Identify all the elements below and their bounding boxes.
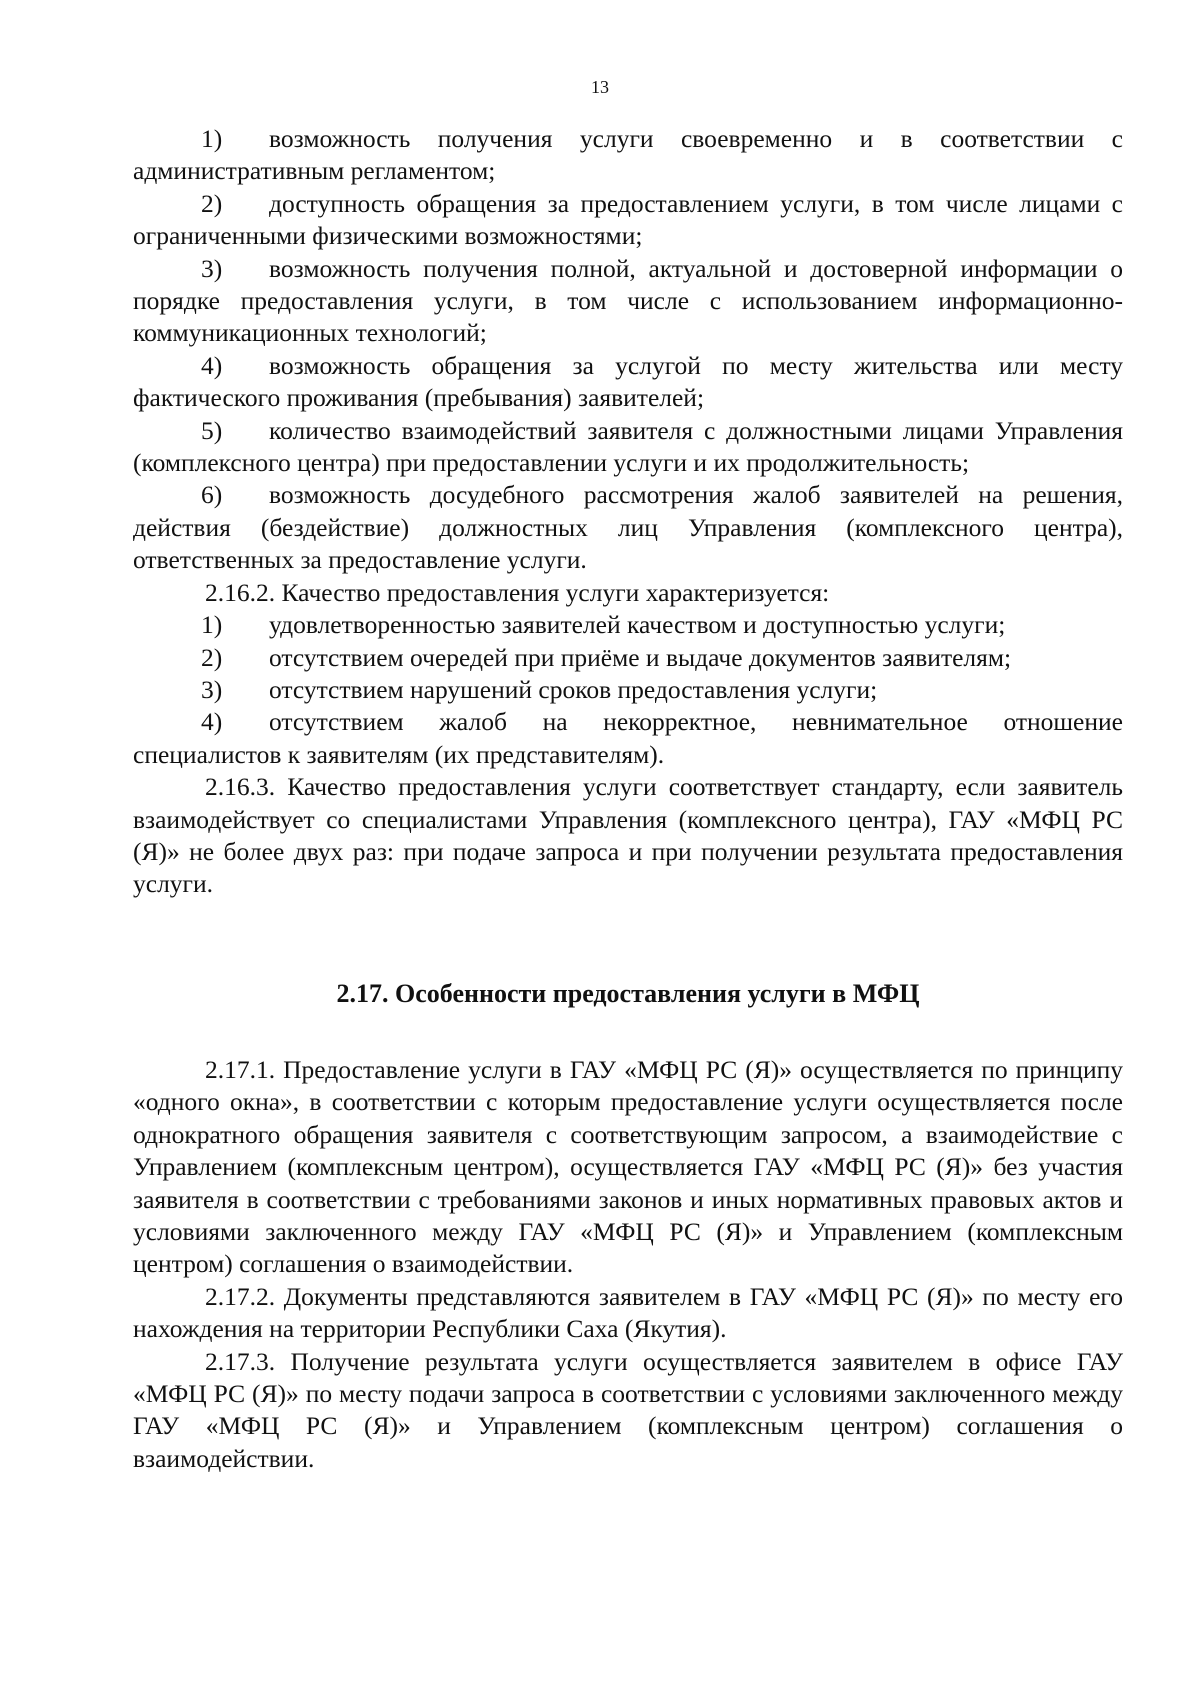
- paragraph-2-17-2: 2.17.2. Документы представляются заявителем в ГАУ «МФЦ РС (Я)» по месту его нахождения на территории Республики Саха (Якутия).: [133, 1281, 1123, 1344]
- paragraph-2-17-3: 2.17.3. Получение результата услуги осуществляется заявителем в офисе ГАУ «МФЦ РС (Я)» по месту подачи запроса в соответствии с условиями заключенного между ГАУ «МФЦ РС (Я)» и Управлением (комплексным центром) соглашения о взаимодействии.: [133, 1346, 1123, 1473]
- list-item: [133, 253, 1123, 350]
- list-item-text: отсутствием жалоб на некорректное, невнимательное отношение специалистов к заявителям (их представителям).: [133, 707, 1123, 769]
- section-heading-2-17: 2.17. Особенности предоставления услуги в МФЦ: [336, 979, 920, 1008]
- list-item-number: 2): [201, 642, 223, 672]
- paragraph-2-16-2: 2.16.2. Качество предоставления услуги характеризуется:: [205, 577, 830, 607]
- list-item-number: 1): [201, 124, 223, 153]
- paragraph-2-16-3: 2.16.3. Качество предоставления услуги соответствует стандарту, если заявитель взаимодействует со специалистами Управления (комплексного центра), ГАУ «МФЦ РС (Я)» не более двух раз: при подаче запроса и при получении результата предоставления услуги.: [133, 772, 1123, 899]
- list-item: [133, 674, 1123, 706]
- list-item: [133, 642, 1123, 674]
- list-item-text: удовлетворенностью заявителей качеством и доступностью услуги;: [269, 610, 1006, 640]
- section-2-16-body: [133, 123, 1123, 901]
- list-item-text: отсутствием нарушений сроков предоставления услуги;: [269, 674, 878, 704]
- list-item-text: возможность досудебного рассмотрения жалоб заявителей на решения, действия (бездействие) должностных лиц Управления (комплексного центра), ответственных за предоставление услуги.: [133, 480, 1123, 575]
- list-item-text: количество взаимодействий заявителя с должностными лицами Управления (комплексного центра) при предоставлении услуги и их продолжительность;: [133, 415, 1123, 478]
- list-item: [133, 350, 1123, 415]
- paragraph-2-17-1: 2.17.1. Предоставление услуги в ГАУ «МФЦ РС (Я)» осуществляется по принципу «одного окна», в соответствии с которым предоставление услуги осуществляется после однократного обращения заявителя с соответствующим запросом, а взаимодействие с Управлением (комплексным центром), осуществляется ГАУ «МФЦ РС (Я)» без участия заявителя в соответствии с требованиями законов и иных нормативных правовых актов и условиями заключенного между ГАУ «МФЦ РС (Я)» и Управлением (комплексным центром) соглашения о взаимодействии.: [133, 1055, 1123, 1279]
- page-number: 13: [591, 77, 609, 97]
- section-2-17-body: [133, 1054, 1123, 1475]
- list-item: [133, 479, 1123, 576]
- list-item-number: 2): [201, 188, 223, 218]
- list-item: [133, 188, 1123, 253]
- list-item-text: возможность получения услуги своевременно и в соответствии с административным регламентом;: [133, 124, 1123, 186]
- list-item-number: 1): [201, 610, 223, 640]
- list-item-number: 3): [201, 253, 223, 283]
- list-item-number: 4): [201, 350, 223, 380]
- list-item: [133, 415, 1123, 480]
- list-item-text: возможность получения полной, актуальной и достоверной информации о порядке предоставления услуги, в том числе с использованием информационно-коммуникационных технологий;: [133, 253, 1123, 348]
- list-item-text: возможность обращения за услугой по месту жительства или месту фактического проживания (пребывания) заявителей;: [133, 350, 1123, 413]
- list-item-number: 5): [201, 415, 223, 445]
- list-item-number: 3): [201, 674, 223, 704]
- list-item: [133, 706, 1123, 771]
- list-item: [133, 609, 1123, 641]
- list-item: [133, 123, 1123, 188]
- list-item-text: отсутствием очередей при приёме и выдаче документов заявителям;: [269, 642, 1012, 672]
- list-item-number: 4): [201, 707, 223, 737]
- list-item-text: доступность обращения за предоставлением услуги, в том числе лицами с ограниченными физическими возможностями;: [133, 188, 1123, 251]
- list-item-number: 6): [201, 480, 223, 510]
